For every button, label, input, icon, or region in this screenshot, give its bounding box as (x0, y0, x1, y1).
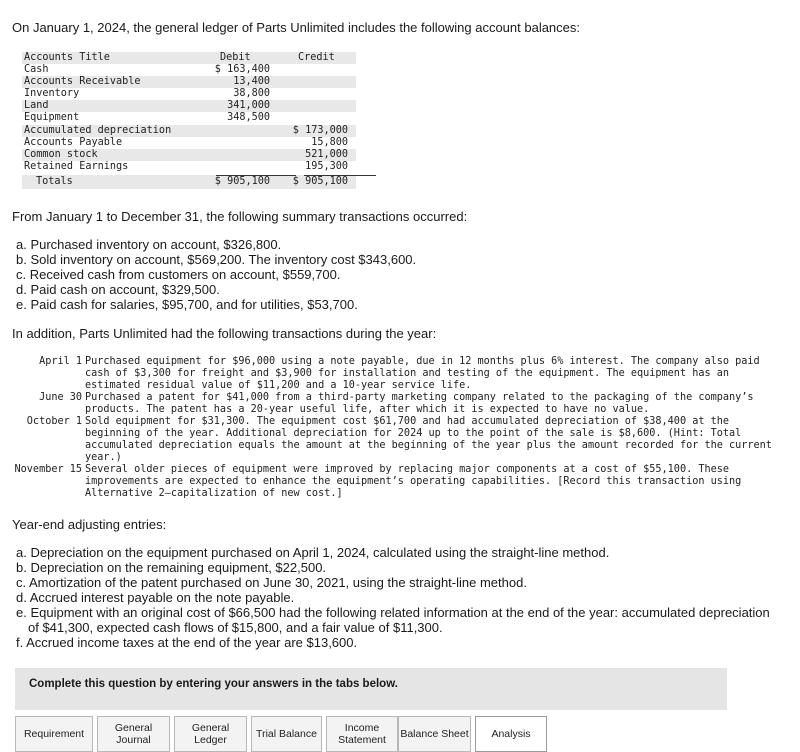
header-credit: Credit (298, 52, 335, 63)
tab-trial-balance[interactable]: Trial Balance (251, 716, 322, 752)
transaction-text: Purchased equipment for $96,000 using a note payable, due in 12 months plus 6% interest. The company also paid cash of $3,300 for freight and $3,900 for installation and testing of the equipment. The equipment has an estimated residual value of $11,200 and a 10-year service life. (85, 356, 760, 391)
list-item: c. Received cash from customers on account, $559,700. (16, 267, 341, 282)
list-item-continuation: of $41,300, expected cash flows of $15,800, and a fair value of $11,300. (28, 620, 443, 635)
table-row: Cash $ 163,400 (22, 64, 356, 76)
table-row: Accumulated depreciation $ 173,000 (22, 125, 356, 137)
transaction-date: June 30 (39, 392, 82, 403)
dated-transaction (12, 356, 772, 392)
list-item: a. Depreciation on the equipment purchased on April 1, 2024, calculated using the straight-line method. (16, 545, 610, 560)
tab-general-journal[interactable]: General Journal (97, 716, 170, 752)
dated-transaction (12, 416, 772, 464)
list-item: e. Paid cash for salaries, $95,700, and for utilities, $53,700. (16, 297, 358, 312)
transaction-text: Several older pieces of equipment were improved by replacing major components at a cost of $55,100. These improvements are expected to enhance the equipment’s operating capabilities. [Record this transaction using Alternative 2–capitalization of new cost.] (85, 464, 742, 499)
tab-balance-sheet[interactable]: Balance Sheet (398, 716, 471, 752)
dated-transaction (12, 392, 772, 416)
list-item: d. Accrued interest payable on the note payable. (16, 590, 295, 605)
table-row: Inventory 38,800 (22, 88, 356, 100)
transaction-text: Purchased a patent for $41,000 from a third-party marketing company related to the packaging of the company’s products. The patent has a 20-year useful life, after which it is expected to have no value. (85, 392, 754, 415)
addition-intro: In addition, Parts Unlimited had the following transactions during the year: (12, 326, 437, 341)
summary-transactions-list (16, 237, 416, 312)
table-row: Equipment 348,500 (22, 112, 356, 124)
tab-income-statement[interactable]: Income Statement (326, 716, 398, 752)
transaction-date: April 1 (39, 356, 82, 367)
account-balances-table (22, 52, 356, 189)
table-header (22, 52, 356, 64)
header-debit: Debit (220, 52, 251, 63)
list-item: e. Equipment with an original cost of $66,500 had the following related information at the end of the year: accumulated depreciation (16, 605, 770, 620)
list-item: c. Amortization of the patent purchased on June 30, 2021, using the straight-line method. (16, 575, 527, 590)
instruction-banner (15, 668, 727, 710)
list-item: b. Sold inventory on account, $569,200. The inventory cost $343,600. (16, 252, 417, 267)
instruction-text: Complete this question by entering your answers in the tabs below. (29, 678, 398, 690)
dated-transaction (12, 464, 772, 500)
adjusting-intro: Year-end adjusting entries: (12, 517, 167, 532)
tab-requirement[interactable]: Requirement (15, 716, 93, 752)
table-row: Land 341,000 (22, 100, 356, 112)
list-item: d. Paid cash on account, $329,500. (16, 282, 220, 297)
table-totals-row: Totals $ 905,100 $ 905,100 (22, 175, 356, 189)
intro-text: On January 1, 2024, the general ledger of Parts Unlimited includes the following account balances: (12, 20, 581, 35)
table-row: Retained Earnings 195,300 (22, 161, 356, 173)
list-item: b. Depreciation on the remaining equipment, $22,500. (16, 560, 327, 575)
summary-intro: From January 1 to December 31, the following summary transactions occurred: (12, 209, 468, 224)
table-row: Accounts Payable 15,800 (22, 137, 356, 149)
transaction-date: November 15 (14, 464, 82, 475)
list-item: a. Purchased inventory on account, $326,800. (16, 237, 282, 252)
tab-analysis[interactable]: Analysis (475, 716, 547, 752)
header-accounts-title: Accounts Title (24, 52, 110, 63)
dated-transactions (12, 356, 772, 500)
transaction-text: Sold equipment for $31,300. The equipment cost $61,700 and had accumulated depreciation of $38,400 at the beginning of the year. Additional depreciation for 2024 up to the point of the sale is $8,600. (Hint: Total accumulated depreciation equals the amount at the beginning of the year plus the amount recorded for the current year.) (85, 416, 772, 463)
table-row: Accounts Receivable 13,400 (22, 76, 356, 88)
table-row: Common stock 521,000 (22, 149, 356, 161)
list-item: f. Accrued income taxes at the end of the year are $13,600. (16, 635, 358, 650)
adjusting-entries-list (16, 545, 776, 650)
tab-general-ledger[interactable]: General Ledger (174, 716, 247, 752)
transaction-date: October 1 (26, 416, 82, 427)
